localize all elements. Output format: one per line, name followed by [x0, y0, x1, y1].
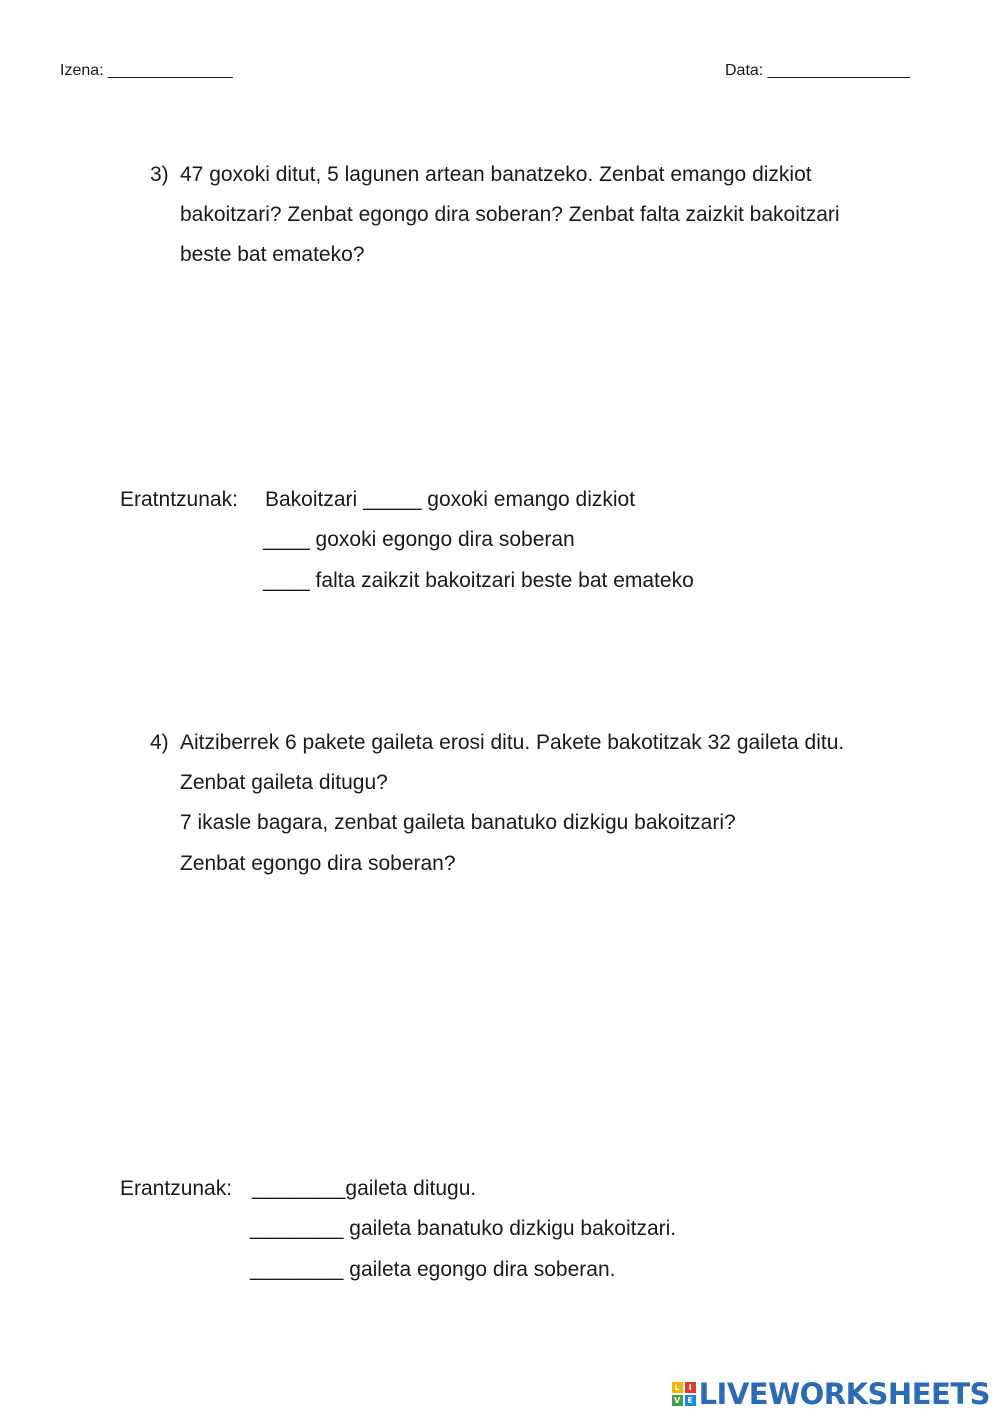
problem-4-line: 7 ikasle bagara, zenbat gaileta banatuko dizkigu bakoitzari? — [180, 811, 736, 834]
logo-tile: V — [672, 1395, 683, 1406]
answers-label-4: Erantzunak: — [120, 1177, 233, 1200]
problem-3-number: 3) — [150, 163, 169, 186]
liveworksheets-logo — [672, 1376, 990, 1412]
answer-3-line: ____ goxoki egongo dira soberan — [263, 528, 575, 551]
logo-text: LIVEWORKSHEETS — [698, 1377, 990, 1411]
logo-tile: E — [685, 1395, 696, 1406]
answer-4-line: ________ gaileta egongo dira soberan. — [250, 1258, 616, 1281]
problem-4-line: Zenbat gaileta ditugu? — [180, 771, 388, 794]
problem-4-line: Zenbat egongo dira soberan? — [180, 852, 456, 875]
logo-tile: L — [672, 1382, 683, 1393]
date-field-label: Data: ________________ — [725, 62, 911, 79]
problem-3-line: 47 goxoki ditut, 5 lagunen artean banatzeko. Zenbat emango dizkiot — [180, 163, 812, 186]
answer-4-line: ________ gaileta banatuko dizkigu bakoitzari. — [250, 1217, 677, 1240]
problem-4-line: Aitziberrek 6 pakete gaileta erosi ditu. Pakete bakotitzak 32 gaileta ditu. — [180, 731, 845, 754]
logo-tile: I — [685, 1382, 696, 1393]
answer-4-line: ________gaileta ditugu. — [252, 1177, 477, 1200]
answer-3-line: ____ falta zaikzit bakoitzari beste bat emateko — [263, 569, 694, 592]
problem-3-line: beste bat emateko? — [180, 243, 365, 266]
problem-3-line: bakoitzari? Zenbat egongo dira soberan? Zenbat falta zaizkit bakoitzari — [180, 203, 840, 226]
problem-4-number: 4) — [150, 731, 169, 754]
answers-label-3: Eratntzunak: — [120, 488, 238, 511]
logo-icon — [672, 1382, 696, 1406]
name-field-label: Izena: ______________ — [60, 62, 233, 79]
answer-3-line: Bakoitzari _____ goxoki emango dizkiot — [265, 488, 636, 511]
